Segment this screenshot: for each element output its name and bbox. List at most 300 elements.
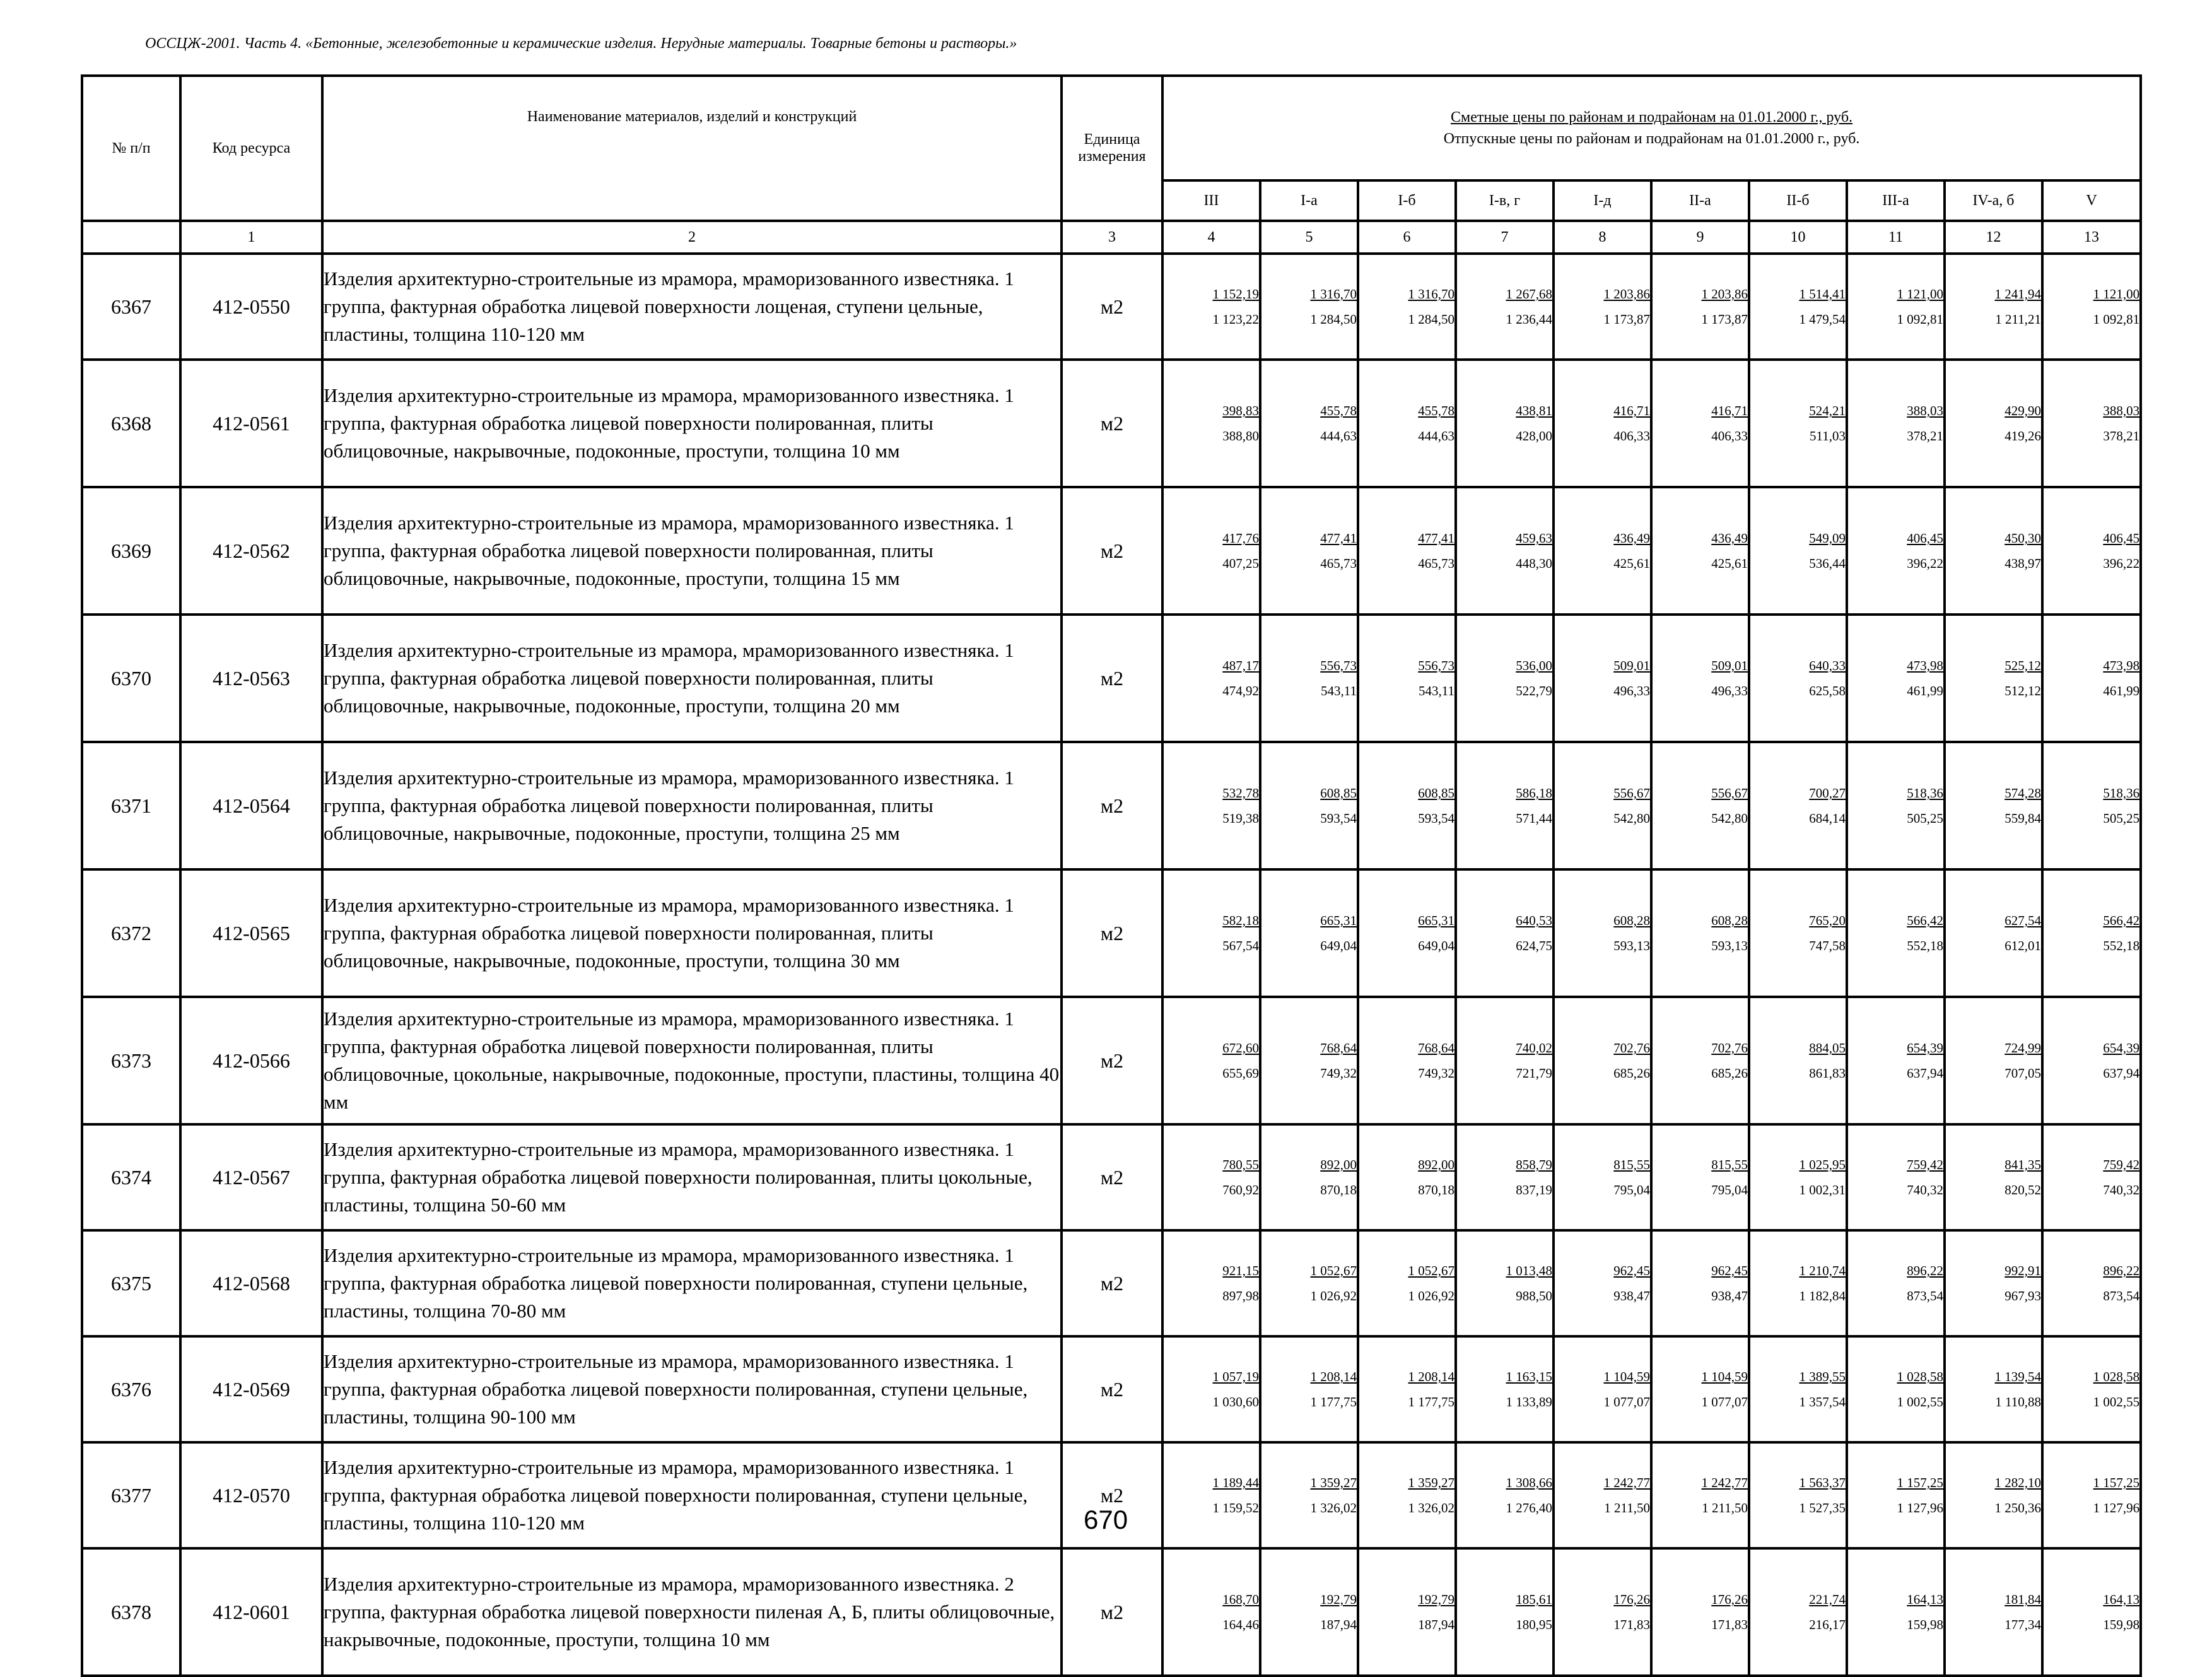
table-row xyxy=(82,997,2141,1124)
release-price: 1 182,84 xyxy=(1799,1288,1846,1303)
price-cell xyxy=(1847,1336,1945,1442)
estimate-price: 1 104,59 xyxy=(1603,1369,1650,1384)
unit-of-measure: м2 xyxy=(1062,869,1162,997)
estimate-price: 608,28 xyxy=(1613,913,1650,928)
resource-code: 412-0562 xyxy=(180,487,322,615)
material-name: Изделия архитектурно-строительные из мрамора, мраморизованного известняка. 1 группа, фактурная обработка лицевой поверхности полированная, плиты цокольные, пластины, толщина 50-60 мм xyxy=(322,1124,1062,1230)
row-number: 6375 xyxy=(82,1230,180,1336)
estimate-price: 536,00 xyxy=(1516,658,1552,673)
estimate-price: 921,15 xyxy=(1222,1263,1259,1278)
price-cell xyxy=(1162,1230,1260,1336)
estimate-price: 549,09 xyxy=(1809,531,1846,546)
document-header: ОССЦЖ-2001. Часть 4. «Бетонные, железобетонные и керамические изделия. Нерудные материалы. Товарные бетоны и растворы.» xyxy=(145,35,1017,52)
estimate-price: 1 242,77 xyxy=(1603,1475,1650,1490)
header-name: Наименование материалов, изделий и конструкций xyxy=(322,76,1062,221)
price-cell xyxy=(1456,1124,1554,1230)
table-row xyxy=(82,869,2141,997)
estimate-price: 1 242,77 xyxy=(1701,1475,1748,1490)
price-cell xyxy=(1651,615,1749,742)
price-cell xyxy=(1945,1442,2042,1548)
release-price: 897,98 xyxy=(1222,1288,1259,1303)
release-price: 655,69 xyxy=(1222,1066,1259,1081)
release-price: 396,22 xyxy=(1907,556,1943,571)
estimate-price: 892,00 xyxy=(1418,1157,1454,1172)
release-price: 637,94 xyxy=(1907,1066,1943,1081)
table-row xyxy=(82,1548,2141,1676)
region-header: III-а xyxy=(1847,180,1945,221)
release-price: 1 276,40 xyxy=(1506,1500,1552,1515)
price-cell xyxy=(1847,742,1945,869)
price-cell xyxy=(1456,615,1554,742)
release-price: 684,14 xyxy=(1809,811,1846,826)
unit-of-measure: м2 xyxy=(1062,1230,1162,1336)
release-price: 406,33 xyxy=(1711,428,1748,444)
release-price: 795,04 xyxy=(1613,1182,1650,1197)
column-number: 10 xyxy=(1749,221,1847,254)
release-price: 171,83 xyxy=(1711,1617,1748,1632)
price-cell xyxy=(1260,1336,1358,1442)
estimate-price: 417,76 xyxy=(1222,531,1259,546)
release-price: 216,17 xyxy=(1809,1617,1846,1632)
estimate-price: 1 316,70 xyxy=(1408,286,1454,302)
price-cell xyxy=(1358,1442,1456,1548)
price-cell xyxy=(1847,1124,1945,1230)
release-price: 542,80 xyxy=(1613,811,1650,826)
release-price: 1 127,96 xyxy=(2093,1500,2140,1515)
header-code: Код ресурса xyxy=(180,76,322,221)
estimate-price: 388,03 xyxy=(2103,403,2140,418)
release-price: 505,25 xyxy=(2103,811,2140,826)
unit-of-measure: м2 xyxy=(1062,615,1162,742)
price-cell xyxy=(1749,487,1847,615)
material-name: Изделия архитектурно-строительные из мрамора, мраморизованного известняка. 1 группа, фактурная обработка лицевой поверхности полированная, плиты облицовочные, накрывочные, подоконные, проступи, толщина 15 мм xyxy=(322,487,1062,615)
estimate-price: 740,02 xyxy=(1516,1040,1552,1056)
release-price: 567,54 xyxy=(1222,938,1259,953)
price-cell xyxy=(1358,1124,1456,1230)
price-cell xyxy=(1749,360,1847,487)
estimate-price: 556,73 xyxy=(1320,658,1357,673)
estimate-price: 1 359,27 xyxy=(1408,1475,1454,1490)
release-price: 388,80 xyxy=(1222,428,1259,444)
estimate-price: 455,78 xyxy=(1418,403,1454,418)
price-cell xyxy=(1749,742,1847,869)
price-cell xyxy=(1260,869,1358,997)
estimate-price: 1 267,68 xyxy=(1506,286,1552,302)
price-cell xyxy=(1358,1548,1456,1676)
column-number: 3 xyxy=(1062,221,1162,254)
price-cell xyxy=(1456,1548,1554,1676)
release-price: 967,93 xyxy=(2004,1288,2041,1303)
region-header: I-д xyxy=(1554,180,1651,221)
estimate-price: 1 028,58 xyxy=(2093,1369,2140,1384)
price-cell xyxy=(1945,742,2042,869)
estimate-price: 518,36 xyxy=(2103,786,2140,801)
price-cell xyxy=(1945,360,2042,487)
estimate-price: 586,18 xyxy=(1516,786,1552,801)
price-cell xyxy=(1162,869,1260,997)
release-price: 519,38 xyxy=(1222,811,1259,826)
price-cell xyxy=(1456,1336,1554,1442)
price-cell xyxy=(1456,997,1554,1124)
price-cell xyxy=(1554,1230,1651,1336)
estimate-price: 654,39 xyxy=(1907,1040,1943,1056)
header-prices-estimate: Сметные цены по районам и подрайонам на 01.01.2000 г., руб. xyxy=(1451,109,1853,126)
estimate-price: 1 052,67 xyxy=(1310,1263,1357,1278)
price-cell xyxy=(1554,742,1651,869)
resource-code: 412-0564 xyxy=(180,742,322,869)
release-price: 861,83 xyxy=(1809,1066,1846,1081)
price-cell xyxy=(1945,487,2042,615)
estimate-price: 1 210,74 xyxy=(1799,1263,1846,1278)
unit-of-measure: м2 xyxy=(1062,997,1162,1124)
material-name: Изделия архитектурно-строительные из мрамора, мраморизованного известняка. 1 группа, фактурная обработка лицевой поверхности полированная, ступени цельные, пластины, толщина 70-80 мм xyxy=(322,1230,1062,1336)
material-name: Изделия архитектурно-строительные из мрамора, мраморизованного известняка. 2 группа, фактурная обработка лицевой поверхности пиленая А, Б, плиты облицовочные, накрывочные, подоконные, проступи, толщина 10 мм xyxy=(322,1548,1062,1676)
unit-of-measure: м2 xyxy=(1062,1548,1162,1676)
release-price: 1 127,96 xyxy=(1897,1500,1943,1515)
estimate-price: 1 157,25 xyxy=(1897,1475,1943,1490)
estimate-price: 1 203,86 xyxy=(1701,286,1748,302)
release-price: 543,11 xyxy=(1321,683,1357,698)
estimate-price: 841,35 xyxy=(2004,1157,2041,1172)
estimate-price: 702,76 xyxy=(1711,1040,1748,1056)
estimate-price: 566,42 xyxy=(2103,913,2140,928)
release-price: 637,94 xyxy=(2103,1066,2140,1081)
resource-code: 412-0601 xyxy=(180,1548,322,1676)
price-cell xyxy=(1749,1336,1847,1442)
unit-of-measure: м2 xyxy=(1062,254,1162,360)
price-cell xyxy=(1260,1548,1358,1676)
header-prices xyxy=(1162,76,2141,180)
estimate-price: 1 308,66 xyxy=(1506,1475,1552,1490)
table-row xyxy=(82,742,2141,869)
release-price: 571,44 xyxy=(1516,811,1552,826)
release-price: 1 527,35 xyxy=(1799,1500,1846,1515)
release-price: 511,03 xyxy=(1810,428,1846,444)
estimate-price: 1 052,67 xyxy=(1408,1263,1454,1278)
resource-code: 412-0569 xyxy=(180,1336,322,1442)
price-cell xyxy=(1945,869,2042,997)
price-cell xyxy=(1260,254,1358,360)
price-cell xyxy=(1945,1124,2042,1230)
release-price: 1 326,02 xyxy=(1310,1500,1357,1515)
row-number: 6377 xyxy=(82,1442,180,1548)
region-header: IV-а, б xyxy=(1945,180,2042,221)
column-number: 8 xyxy=(1554,221,1651,254)
resource-code: 412-0567 xyxy=(180,1124,322,1230)
price-cell xyxy=(1260,1124,1358,1230)
release-price: 625,58 xyxy=(1809,683,1846,698)
table-row xyxy=(82,254,2141,360)
region-header: II-б xyxy=(1749,180,1847,221)
release-price: 465,73 xyxy=(1418,556,1454,571)
release-price: 685,26 xyxy=(1711,1066,1748,1081)
release-price: 536,44 xyxy=(1809,556,1846,571)
release-price: 1 002,55 xyxy=(2093,1394,2140,1409)
release-price: 512,12 xyxy=(2004,683,2041,698)
release-price: 1 177,75 xyxy=(1408,1394,1454,1409)
price-cell xyxy=(1847,1548,1945,1676)
price-cell xyxy=(1260,360,1358,487)
unit-of-measure: м2 xyxy=(1062,1336,1162,1442)
estimate-price: 724,99 xyxy=(2004,1040,2041,1056)
estimate-price: 768,64 xyxy=(1320,1040,1357,1056)
estimate-price: 765,20 xyxy=(1809,913,1846,928)
estimate-price: 477,41 xyxy=(1320,531,1357,546)
estimate-price: 524,21 xyxy=(1809,403,1846,418)
release-price: 187,94 xyxy=(1418,1617,1454,1632)
estimate-price: 1 139,54 xyxy=(1994,1369,2041,1384)
price-cell xyxy=(1554,997,1651,1124)
estimate-price: 176,26 xyxy=(1613,1592,1650,1607)
price-cell xyxy=(1554,1336,1651,1442)
price-cell xyxy=(1749,997,1847,1124)
resource-code: 412-0570 xyxy=(180,1442,322,1548)
release-price: 1 026,92 xyxy=(1310,1288,1357,1303)
material-name: Изделия архитектурно-строительные из мрамора, мраморизованного известняка. 1 группа, фактурная обработка лицевой поверхности полированная, ступени цельные, пластины, толщина 110-120 мм xyxy=(322,1442,1062,1548)
estimate-price: 1 025,95 xyxy=(1799,1157,1846,1172)
material-name: Изделия архитектурно-строительные из мрамора, мраморизованного известняка. 1 группа, фактурная обработка лицевой поверхности полированная, плиты облицовочные, накрывочные, подоконные, проступи, толщина 25 мм xyxy=(322,742,1062,869)
price-cell xyxy=(1358,869,1456,997)
release-price: 873,54 xyxy=(2103,1288,2140,1303)
price-cell xyxy=(1456,1442,1554,1548)
estimate-price: 1 157,25 xyxy=(2093,1475,2140,1490)
price-cell xyxy=(1651,1548,1749,1676)
price-cell xyxy=(1162,360,1260,487)
header-unit: Единица измерения xyxy=(1062,76,1162,221)
estimate-price: 962,45 xyxy=(1711,1263,1748,1278)
column-number: 5 xyxy=(1260,221,1358,254)
price-cell xyxy=(1651,1336,1749,1442)
release-price: 1 479,54 xyxy=(1799,312,1846,327)
release-price: 159,98 xyxy=(2103,1617,2140,1632)
material-name: Изделия архитектурно-строительные из мрамора, мраморизованного известняка. 1 группа, фактурная обработка лицевой поверхности полированная, плиты облицовочные, накрывочные, подоконные, проступи, толщина 20 мм xyxy=(322,615,1062,742)
estimate-price: 992,91 xyxy=(2004,1263,2041,1278)
release-price: 649,04 xyxy=(1418,938,1454,953)
estimate-price: 1 389,55 xyxy=(1799,1369,1846,1384)
price-cell xyxy=(2042,869,2141,997)
price-cell xyxy=(2042,487,2141,615)
price-cell xyxy=(2042,1124,2141,1230)
release-price: 624,75 xyxy=(1516,938,1552,953)
price-cell xyxy=(1651,254,1749,360)
estimate-price: 858,79 xyxy=(1516,1157,1552,1172)
unit-of-measure: м2 xyxy=(1062,742,1162,869)
release-price: 938,47 xyxy=(1711,1288,1748,1303)
row-number: 6372 xyxy=(82,869,180,997)
release-price: 187,94 xyxy=(1320,1617,1357,1632)
resource-code: 412-0566 xyxy=(180,997,322,1124)
price-cell xyxy=(1847,360,1945,487)
price-cell xyxy=(2042,997,2141,1124)
release-price: 938,47 xyxy=(1613,1288,1650,1303)
release-price: 593,54 xyxy=(1320,811,1357,826)
unit-of-measure: м2 xyxy=(1062,360,1162,487)
estimate-price: 477,41 xyxy=(1418,531,1454,546)
table-row xyxy=(82,1336,2141,1442)
estimate-price: 436,49 xyxy=(1711,531,1748,546)
estimate-price: 608,85 xyxy=(1418,786,1454,801)
price-cell xyxy=(1358,1336,1456,1442)
release-price: 474,92 xyxy=(1222,683,1259,698)
estimate-price: 518,36 xyxy=(1907,786,1943,801)
estimate-price: 1 121,00 xyxy=(1897,286,1943,302)
row-number: 6378 xyxy=(82,1548,180,1676)
release-price: 760,92 xyxy=(1222,1182,1259,1197)
release-price: 407,25 xyxy=(1222,556,1259,571)
release-price: 870,18 xyxy=(1418,1182,1454,1197)
price-cell xyxy=(1945,254,2042,360)
estimate-price: 438,81 xyxy=(1516,403,1552,418)
estimate-price: 1 208,14 xyxy=(1408,1369,1454,1384)
estimate-price: 1 057,19 xyxy=(1212,1369,1259,1384)
price-cell xyxy=(1162,1336,1260,1442)
release-price: 1 077,07 xyxy=(1603,1394,1650,1409)
release-price: 542,80 xyxy=(1711,811,1748,826)
estimate-price: 700,27 xyxy=(1809,786,1846,801)
release-price: 1 211,50 xyxy=(1702,1500,1748,1515)
column-number xyxy=(82,221,180,254)
price-cell xyxy=(1651,869,1749,997)
estimate-price: 1 152,19 xyxy=(1212,286,1259,302)
release-price: 444,63 xyxy=(1320,428,1357,444)
estimate-price: 473,98 xyxy=(1907,658,1943,673)
price-cell xyxy=(1162,997,1260,1124)
release-price: 552,18 xyxy=(1907,938,1943,953)
release-price: 1 133,89 xyxy=(1506,1394,1552,1409)
column-number: 9 xyxy=(1651,221,1749,254)
price-cell xyxy=(1847,869,1945,997)
release-price: 593,13 xyxy=(1711,938,1748,953)
price-cell xyxy=(1554,615,1651,742)
release-price: 873,54 xyxy=(1907,1288,1943,1303)
price-cell xyxy=(1260,615,1358,742)
price-cell xyxy=(1456,487,1554,615)
estimate-price: 450,30 xyxy=(2004,531,2041,546)
estimate-price: 487,17 xyxy=(1222,658,1259,673)
price-cell xyxy=(1260,742,1358,869)
row-number: 6368 xyxy=(82,360,180,487)
release-price: 461,99 xyxy=(2103,683,2140,698)
estimate-price: 181,84 xyxy=(2004,1592,2041,1607)
estimate-price: 1 316,70 xyxy=(1310,286,1357,302)
release-price: 1 357,54 xyxy=(1799,1394,1846,1409)
price-cell xyxy=(2042,1442,2141,1548)
release-price: 1 173,87 xyxy=(1701,312,1748,327)
release-price: 180,95 xyxy=(1516,1617,1552,1632)
estimate-price: 962,45 xyxy=(1613,1263,1650,1278)
price-cell xyxy=(1651,742,1749,869)
material-name: Изделия архитектурно-строительные из мрамора, мраморизованного известняка. 1 группа, фактурная обработка лицевой поверхности полированная, ступени цельные, пластины, толщина 90-100 мм xyxy=(322,1336,1062,1442)
estimate-price: 406,45 xyxy=(2103,531,2140,546)
release-price: 747,58 xyxy=(1809,938,1846,953)
price-cell xyxy=(1162,254,1260,360)
price-cell xyxy=(1456,254,1554,360)
estimate-price: 473,98 xyxy=(2103,658,2140,673)
price-cell xyxy=(1554,360,1651,487)
release-price: 1 173,87 xyxy=(1603,312,1650,327)
page-number: 670 xyxy=(1084,1505,1128,1534)
estimate-price: 1 104,59 xyxy=(1701,1369,1748,1384)
estimate-price: 640,33 xyxy=(1809,658,1846,673)
material-name: Изделия архитектурно-строительные из мрамора, мраморизованного известняка. 1 группа, фактурная обработка лицевой поверхности полированная, плиты облицовочные, цокольные, накрывочные, подоконные, проступи, пластины, толщина 40 мм xyxy=(322,997,1062,1124)
material-name: Изделия архитектурно-строительные из мрамора, мраморизованного известняка. 1 группа, фактурная обработка лицевой поверхности полированная, плиты облицовочные, накрывочные, подоконные, проступи, толщина 10 мм xyxy=(322,360,1062,487)
estimate-price: 176,26 xyxy=(1711,1592,1748,1607)
release-price: 552,18 xyxy=(2103,938,2140,953)
price-cell xyxy=(1554,1124,1651,1230)
price-cell xyxy=(1554,254,1651,360)
price-cell xyxy=(1749,1230,1847,1336)
estimate-price: 608,85 xyxy=(1320,786,1357,801)
material-name: Изделия архитектурно-строительные из мрамора, мраморизованного известняка. 1 группа, фактурная обработка лицевой поверхности лощеная, ступени цельные, пластины, толщина 110-120 мм xyxy=(322,254,1062,360)
region-header: I-б xyxy=(1358,180,1456,221)
estimate-price: 608,28 xyxy=(1711,913,1748,928)
row-number: 6374 xyxy=(82,1124,180,1230)
unit-of-measure: м2 xyxy=(1062,1124,1162,1230)
release-price: 164,46 xyxy=(1222,1617,1259,1632)
resource-code: 412-0565 xyxy=(180,869,322,997)
release-price: 1 030,60 xyxy=(1212,1394,1259,1409)
material-name: Изделия архитектурно-строительные из мрамора, мраморизованного известняка. 1 группа, фактурная обработка лицевой поверхности полированная, плиты облицовочные, накрывочные, подоконные, проступи, толщина 30 мм xyxy=(322,869,1062,997)
estimate-price: 627,54 xyxy=(2004,913,2041,928)
release-price: 1 211,50 xyxy=(1604,1500,1650,1515)
resource-code: 412-0550 xyxy=(180,254,322,360)
estimate-price: 1 241,94 xyxy=(1994,286,2041,302)
release-price: 444,63 xyxy=(1418,428,1454,444)
table-row xyxy=(82,1124,2141,1230)
price-cell xyxy=(1847,1442,1945,1548)
release-price: 425,61 xyxy=(1711,556,1748,571)
release-price: 496,33 xyxy=(1711,683,1748,698)
price-cell xyxy=(1358,615,1456,742)
estimate-price: 416,71 xyxy=(1711,403,1748,418)
row-number: 6367 xyxy=(82,254,180,360)
price-cell xyxy=(2042,1548,2141,1676)
table-row xyxy=(82,360,2141,487)
estimate-price: 192,79 xyxy=(1418,1592,1454,1607)
header-num: № п/п xyxy=(82,76,180,221)
release-price: 159,98 xyxy=(1907,1617,1943,1632)
price-cell xyxy=(1651,487,1749,615)
column-number: 1 xyxy=(180,221,322,254)
estimate-price: 815,55 xyxy=(1613,1157,1650,1172)
release-price: 406,33 xyxy=(1613,428,1650,444)
column-number: 12 xyxy=(1945,221,2042,254)
price-cell xyxy=(1651,997,1749,1124)
release-price: 1 250,36 xyxy=(1994,1500,2041,1515)
estimate-price: 459,63 xyxy=(1516,531,1552,546)
release-price: 1 284,50 xyxy=(1408,312,1454,327)
estimate-price: 884,05 xyxy=(1809,1040,1846,1056)
column-number: 6 xyxy=(1358,221,1456,254)
estimate-price: 1 208,14 xyxy=(1310,1369,1357,1384)
release-price: 425,61 xyxy=(1613,556,1650,571)
release-price: 685,26 xyxy=(1613,1066,1650,1081)
release-price: 461,99 xyxy=(1907,683,1943,698)
price-cell xyxy=(1358,997,1456,1124)
price-cell xyxy=(1847,997,1945,1124)
header-prices-release: Отпускные цены по районам и подрайонам на 01.01.2000 г., руб. xyxy=(1443,131,1860,147)
release-price: 1 002,31 xyxy=(1799,1182,1846,1197)
price-cell xyxy=(1847,1230,1945,1336)
estimate-price: 1 359,27 xyxy=(1310,1475,1357,1490)
price-cell xyxy=(2042,742,2141,869)
release-price: 177,34 xyxy=(2004,1617,2041,1632)
resource-code: 412-0561 xyxy=(180,360,322,487)
estimate-price: 164,13 xyxy=(2103,1592,2140,1607)
release-price: 1 002,55 xyxy=(1897,1394,1943,1409)
release-price: 1 284,50 xyxy=(1310,312,1357,327)
estimate-price: 525,12 xyxy=(2004,658,2041,673)
